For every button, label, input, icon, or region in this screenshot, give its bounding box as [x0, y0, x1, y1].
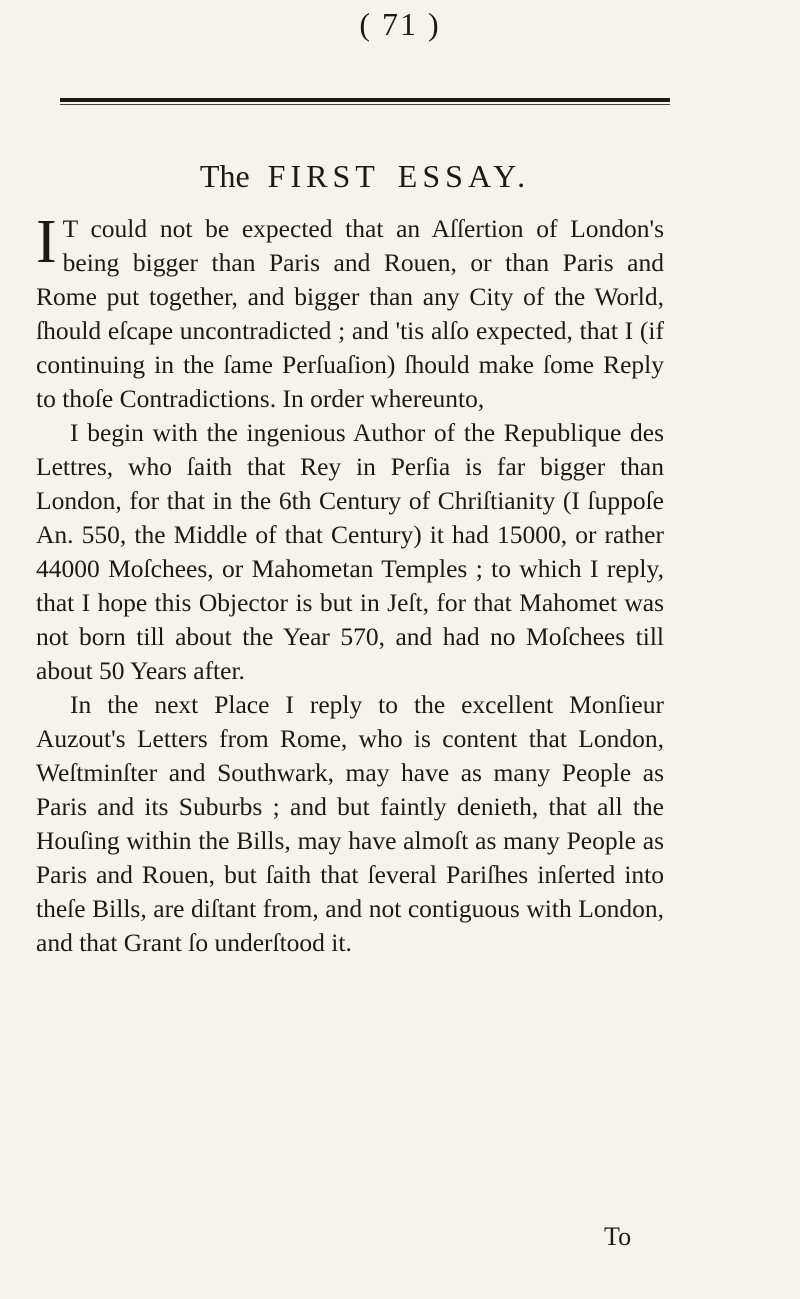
catchword: To	[604, 1222, 632, 1251]
paragraph-1-text: T could not be expected that an Aſſertion of London's being bigger than Paris and Rouen, or than Paris and Rome put together, and bigger than any City of the World, ſhould eſcape uncontradicted ; and 'tis alſo expected, that I (if continuing in the ſame Perſuaſion) ſhould make ſome Reply to thoſe Contradictions. In order whereunto,	[36, 214, 664, 413]
header-rule	[60, 98, 670, 102]
drop-cap: I	[36, 208, 57, 276]
paragraph-2: I begin with the ingenious Author of the Republique des Lettres, who ſaith that Rey in Perſia is far bigger than London, for that in the 6th Century of Chriſtianity (I ſuppoſe An. 550, the Middle of that Century) it had 15000, or rather 44000 Moſchees, or Mahometan Temples ; to which I reply, that I hope this Objector is but in Jeſt, for that Mahomet was not born till about the Year 570, and had no Moſchees till about 50 Years after.	[36, 418, 664, 685]
page-number: ( 71 )	[359, 6, 441, 42]
paragraph-3: In the next Place I reply to the excellent Monſieur Auzout's Letters from Rome, who is content that London, Weſtminſter and Southwark, may have as many People as Paris and its Suburbs ; and but faintly denieth, that all the Houſing within the Bills, may have almoſt as many People as Paris and Rouen, but ſaith that ſeveral Pariſhes inſerted into theſe Bills, are diſtant from, and not contiguous with London, and that Grant ſo underſtood it.	[36, 690, 664, 957]
title-word-essay: ESSAY.	[397, 158, 531, 194]
essay-title	[60, 158, 670, 195]
paragraph-1	[36, 208, 664, 416]
title-word-the: The	[199, 158, 250, 194]
title-word-first: FIRST	[267, 158, 380, 194]
essay-body	[36, 208, 664, 960]
header-rule-thin	[60, 104, 670, 105]
